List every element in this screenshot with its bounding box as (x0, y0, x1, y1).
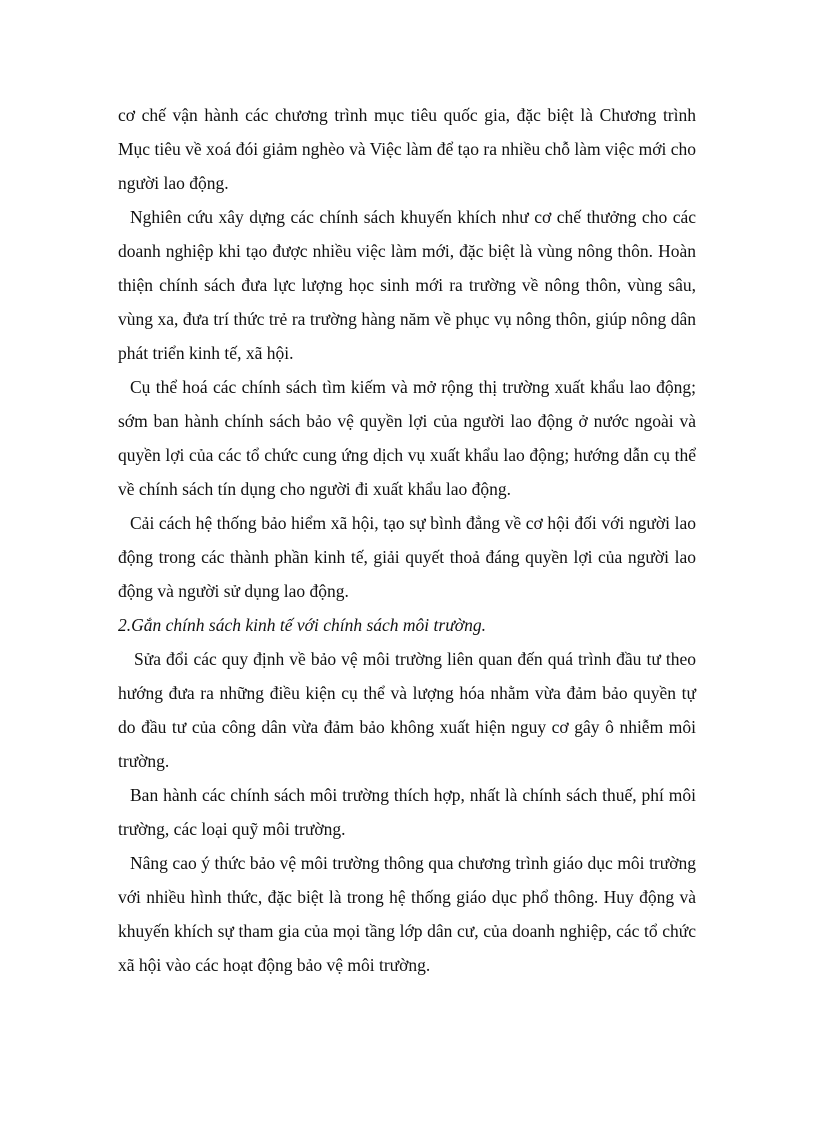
section-heading: 2.Gắn chính sách kinh tế với chính sách môi trường. (118, 615, 486, 635)
paragraph-labor-export: Cụ thể hoá các chính sách tìm kiếm và mở rộng thị trường xuất khẩu lao động; sớm ban hành chính sách bảo vệ quyền lợi của người lao động ở nước ngoài và quyền lợi của các tổ chức cung ứng dịch vụ xuất khẩu lao động; hướng dẫn cụ thể về chính sách tín dụng cho người đi xuất khẩu lao động. (118, 377, 696, 499)
paragraph-environment-awareness: Nâng cao ý thức bảo vệ môi trường thông qua chương trình giáo dục môi trường với nhiều hình thức, đặc biệt là trong hệ thống giáo dục phổ thông. Huy động và khuyến khích sự tham gia của mọi tầng lớp dân cư, của doanh nghiệp, các tổ chức xã hội vào các hoạt động bảo vệ môi trường. (118, 853, 696, 975)
paragraph-environment-policy: Ban hành các chính sách môi trường thích hợp, nhất là chính sách thuế, phí môi trường, các loại quỹ môi trường. (118, 785, 696, 839)
document-page (118, 98, 696, 982)
paragraph-policy-incentives: Nghiên cứu xây dựng các chính sách khuyến khích như cơ chế thưởng cho các doanh nghiệp khi tạo được nhiều việc làm mới, đặc biệt là vùng nông thôn. Hoàn thiện chính sách đưa lực lượng học sinh mới ra trường về nông thôn, vùng sâu, vùng xa, đưa trí thức trẻ ra trường hàng năm về phục vụ nông thôn, giúp nông dân phát triển kinh tế, xã hội. (118, 207, 696, 363)
paragraph-environment-regulation: Sửa đổi các quy định về bảo vệ môi trường liên quan đến quá trình đầu tư theo hướng đưa ra những điều kiện cụ thể và lượng hóa nhằm vừa đảm bảo quyền tự do đầu tư của công dân vừa đảm bảo không xuất hiện nguy cơ gây ô nhiễm môi trường. (118, 649, 696, 771)
paragraph-continued: cơ chế vận hành các chương trình mục tiêu quốc gia, đặc biệt là Chương trình Mục tiêu về xoá đói giảm nghèo và Việc làm để tạo ra nhiều chỗ làm việc mới cho người lao động. (118, 105, 696, 193)
paragraph-social-insurance: Cải cách hệ thống bảo hiểm xã hội, tạo sự bình đẳng về cơ hội đối với người lao động trong các thành phần kinh tế, giải quyết thoả đáng quyền lợi của người lao động và người sử dụng lao động. (118, 513, 696, 601)
